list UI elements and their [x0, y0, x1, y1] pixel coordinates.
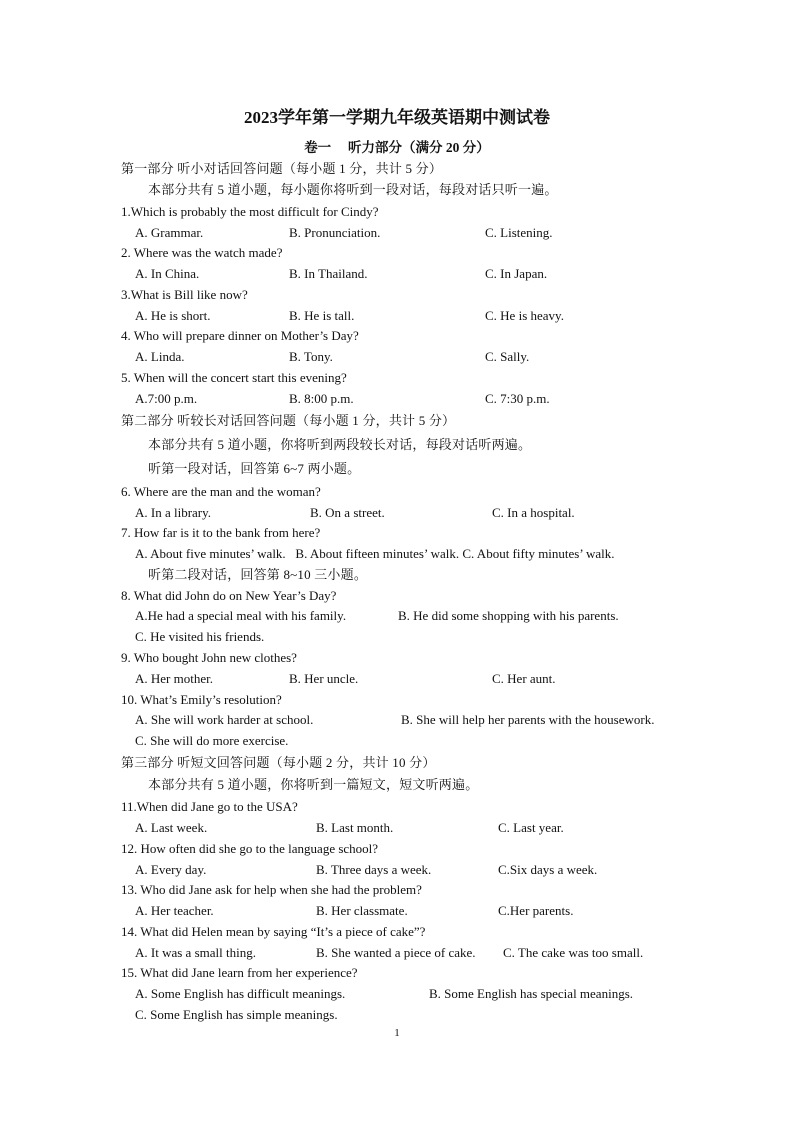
option-c: C.Six days a week.	[498, 862, 598, 877]
option-c: C. He is heavy.	[485, 308, 564, 323]
option-c: C. Last year.	[498, 820, 564, 835]
option-a: A. It was a small thing.	[135, 945, 256, 960]
question-text: 2. Where was the watch made?	[121, 245, 283, 260]
option-a: A. She will work harder at school.	[135, 712, 314, 727]
page-number: 1	[394, 1027, 400, 1039]
question-text: 14. What did Helen mean by saying “It’s a piece of cake”?	[121, 924, 426, 939]
option-a: A. In China.	[135, 266, 200, 281]
page-title: 2023学年第一学期九年级英语期中测试卷	[244, 108, 550, 127]
option-b: B. Last month.	[316, 820, 394, 835]
option-a: A.He had a special meal with his family.	[135, 608, 347, 623]
question-text: 9. Who bought John new clothes?	[121, 650, 297, 665]
question-text: 15. What did Jane learn from her experience?	[121, 965, 358, 980]
option-a: A. In a library.	[135, 505, 212, 520]
question-text: 5. When will the concert start this evening?	[121, 370, 347, 385]
option-a: A. Every day.	[135, 862, 207, 877]
question-text: 7. How far is it to the bank from here?	[121, 525, 321, 540]
section-heading: 第二部分 听较长对话回答问题（每小题 1 分，共计 5 分）	[121, 413, 456, 428]
option-b: B. On a street.	[310, 505, 385, 520]
option-c: C. The cake was too small.	[503, 945, 644, 960]
option-b: B. She will help her parents with the housework.	[401, 712, 655, 727]
option-b: B. He is tall.	[289, 308, 355, 323]
option-a: A. Her mother.	[135, 671, 213, 686]
option-b: B. Her classmate.	[316, 903, 408, 918]
option-c: C. She will do more exercise.	[135, 733, 289, 748]
option-c: C. Listening.	[485, 225, 553, 240]
question-text: 10. What’s Emily’s resolution?	[121, 692, 282, 707]
question-text: 3.What is Bill like now?	[121, 287, 248, 302]
option-c: C. In Japan.	[485, 266, 548, 281]
section-subtitle: 卷一 听力部分（满分 20 分）	[304, 140, 490, 155]
question-text: 6. Where are the man and the woman?	[121, 484, 321, 499]
option-a: A. Some English has difficult meanings.	[135, 986, 346, 1001]
question-text: 13. Who did Jane ask for help when she had the problem?	[121, 882, 422, 897]
section-intro: 本部分共有 5 道小题，每小题你将听到一段对话，每段对话只听一遍。	[148, 182, 558, 197]
section-intro: 本部分共有 5 道小题，你将听到两段较长对话，每段对话听两遍。	[148, 437, 532, 452]
options-line: A. About five minutes’ walk. B. About fifteen minutes’ walk. C. About fifty minutes’ walk.	[135, 546, 615, 561]
option-a: A. He is short.	[135, 308, 211, 323]
option-c: C. He visited his friends.	[135, 629, 265, 644]
option-a: A. Grammar.	[135, 225, 204, 240]
question-text: 11.When did Jane go to the USA?	[121, 799, 298, 814]
option-c: C. 7:30 p.m.	[485, 391, 550, 406]
dialog-note: 听第一段对话，回答第 6~7 两小题。	[148, 461, 361, 476]
option-c: C. In a hospital.	[492, 505, 575, 520]
option-b: B. Her uncle.	[289, 671, 359, 686]
section-heading: 第一部分 听小对话回答问题（每小题 1 分，共计 5 分）	[121, 161, 443, 176]
dialog-note: 听第二段对话，回答第 8~10 三小题。	[148, 567, 368, 582]
option-c: C. Sally.	[485, 349, 530, 364]
option-b: B. In Thailand.	[289, 266, 368, 281]
question-text: 4. Who will prepare dinner on Mother’s Day?	[121, 328, 359, 343]
option-b: B. 8:00 p.m.	[289, 391, 354, 406]
option-b: B. She wanted a piece of cake.	[316, 945, 476, 960]
option-b: B. Some English has special meanings.	[429, 986, 634, 1001]
question-text: 1.Which is probably the most difficult for Cindy?	[121, 204, 379, 219]
question-text: 8. What did John do on New Year’s Day?	[121, 588, 337, 603]
option-b: B. Tony.	[289, 349, 333, 364]
option-a: A. Her teacher.	[135, 903, 214, 918]
option-c: C. Some English has simple meanings.	[135, 1007, 338, 1022]
option-a: A.7:00 p.m.	[135, 391, 198, 406]
option-b: B. Pronunciation.	[289, 225, 381, 240]
option-a: A. Last week.	[135, 820, 208, 835]
option-b: B. Three days a week.	[316, 862, 432, 877]
option-c: C.Her parents.	[498, 903, 574, 918]
question-text: 12. How often did she go to the language school?	[121, 841, 379, 856]
option-c: C. Her aunt.	[492, 671, 556, 686]
section-heading: 第三部分 听短文回答问题（每小题 2 分，共计 10 分）	[121, 755, 436, 770]
option-b: B. He did some shopping with his parents.	[398, 608, 619, 623]
option-a: A. Linda.	[135, 349, 185, 364]
section-intro: 本部分共有 5 道小题，你将听到一篇短文，短文听两遍。	[148, 777, 479, 792]
